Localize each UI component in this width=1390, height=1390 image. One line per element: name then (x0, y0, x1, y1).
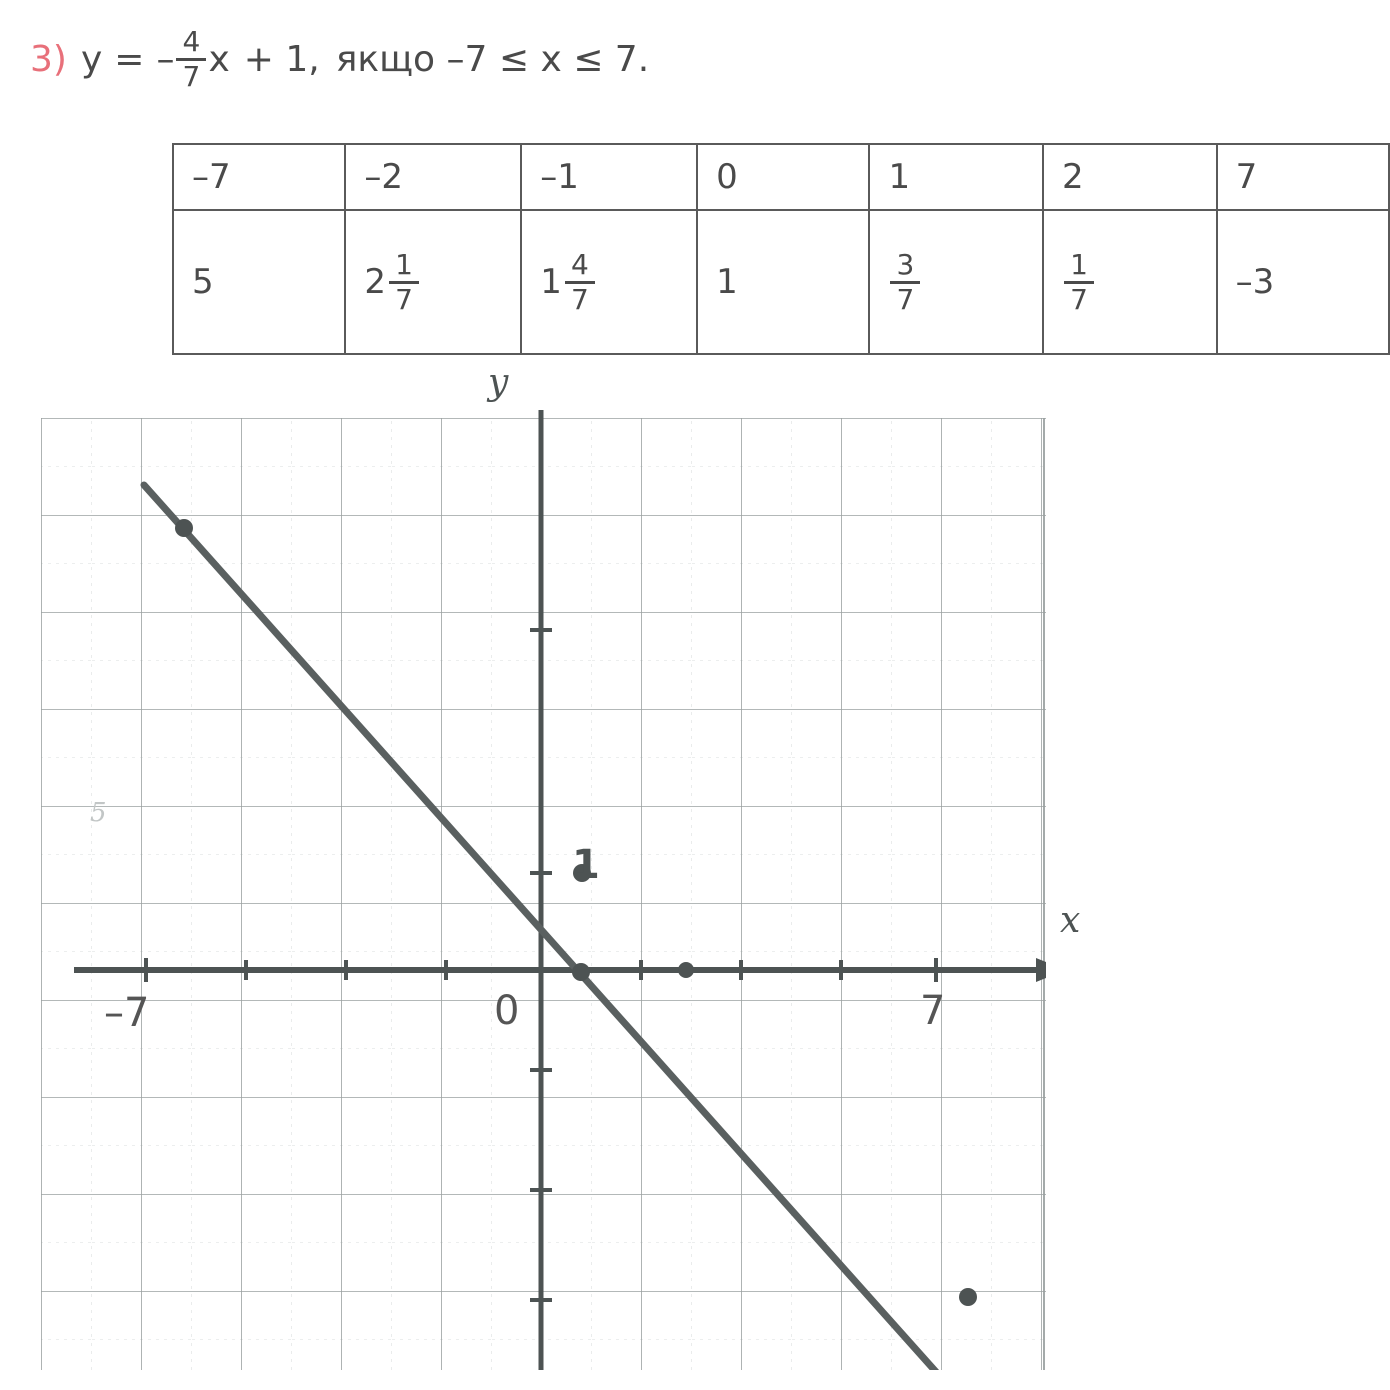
equals-sign: = (114, 39, 145, 80)
table-cell-y (521, 210, 697, 354)
data-point (572, 963, 590, 981)
mixed-fraction (389, 247, 419, 316)
fraction-denominator: 7 (570, 282, 589, 316)
x-tick-label-7: 7 (920, 988, 946, 1034)
origin-label: 0 (494, 988, 520, 1034)
y-value: 1 (716, 262, 738, 302)
y-value: 5 (192, 262, 214, 302)
value-table (172, 143, 1390, 355)
x-value: –2 (364, 157, 403, 197)
y-value-fraction (1064, 247, 1094, 316)
equation-lhs: y (80, 39, 103, 80)
slope-fraction (176, 25, 206, 93)
equation (80, 25, 650, 93)
table-cell-y (1217, 210, 1389, 354)
table-cell-x (1217, 144, 1389, 210)
y-value-fraction (890, 247, 920, 316)
mixed-whole: 2 (364, 262, 386, 302)
table-cell-y (1043, 210, 1217, 354)
x-axis-label-text: x (1060, 900, 1081, 941)
equation-condition: якщо –7 ≤ x ≤ 7. (335, 39, 650, 80)
table-cell-x (345, 144, 521, 210)
table-cell-y (345, 210, 521, 354)
x-value: 1 (888, 157, 911, 197)
table-cell-x (1043, 144, 1217, 210)
y-value-mixed (540, 247, 597, 316)
graph-canvas (36, 362, 1081, 1370)
table-cell-x (697, 144, 869, 210)
x-value: 2 (1062, 157, 1084, 197)
data-point (959, 1288, 977, 1306)
y-intercept-label: 1 (572, 842, 600, 888)
table-cell-y (173, 210, 345, 354)
fraction-denominator: 7 (1070, 282, 1088, 316)
table-cell-x (173, 144, 345, 210)
x-axis-arrowhead (1036, 958, 1046, 982)
table-cell-x (521, 144, 697, 210)
y-value-mixed (364, 247, 421, 316)
equation-constant: + 1, (243, 39, 320, 80)
stray-pencil-mark: 5 (90, 798, 107, 828)
y-value: –3 (1235, 262, 1275, 302)
x-value: –1 (540, 157, 579, 197)
table-cell-x (869, 144, 1043, 210)
table-row-x (173, 144, 1389, 210)
fraction-numerator: 1 (395, 247, 413, 281)
fraction-denominator: 7 (395, 282, 413, 316)
problem-heading (30, 25, 650, 93)
table-cell-y (697, 210, 869, 354)
slope-numerator: 4 (182, 25, 201, 58)
x-value: –7 (192, 157, 231, 197)
fraction-numerator: 1 (1070, 247, 1088, 281)
fraction-denominator: 7 (896, 282, 915, 316)
equation-variable: x (208, 39, 230, 80)
data-point (175, 519, 193, 537)
minus-sign: – (156, 39, 175, 80)
fraction-numerator: 3 (896, 247, 915, 281)
problem-number: 3) (30, 39, 67, 80)
table-cell-y (869, 210, 1043, 354)
x-tick-label-minus7: –7 (104, 990, 150, 1036)
y-axis-label-text: y (488, 362, 509, 403)
x-value: 0 (716, 157, 738, 197)
fraction-numerator: 4 (570, 247, 589, 281)
mixed-fraction (565, 247, 595, 316)
x-value: 7 (1235, 157, 1258, 197)
data-point (678, 962, 694, 978)
table-row-y (173, 210, 1389, 354)
mixed-whole: 1 (540, 262, 562, 302)
slope-denominator: 7 (182, 60, 201, 93)
